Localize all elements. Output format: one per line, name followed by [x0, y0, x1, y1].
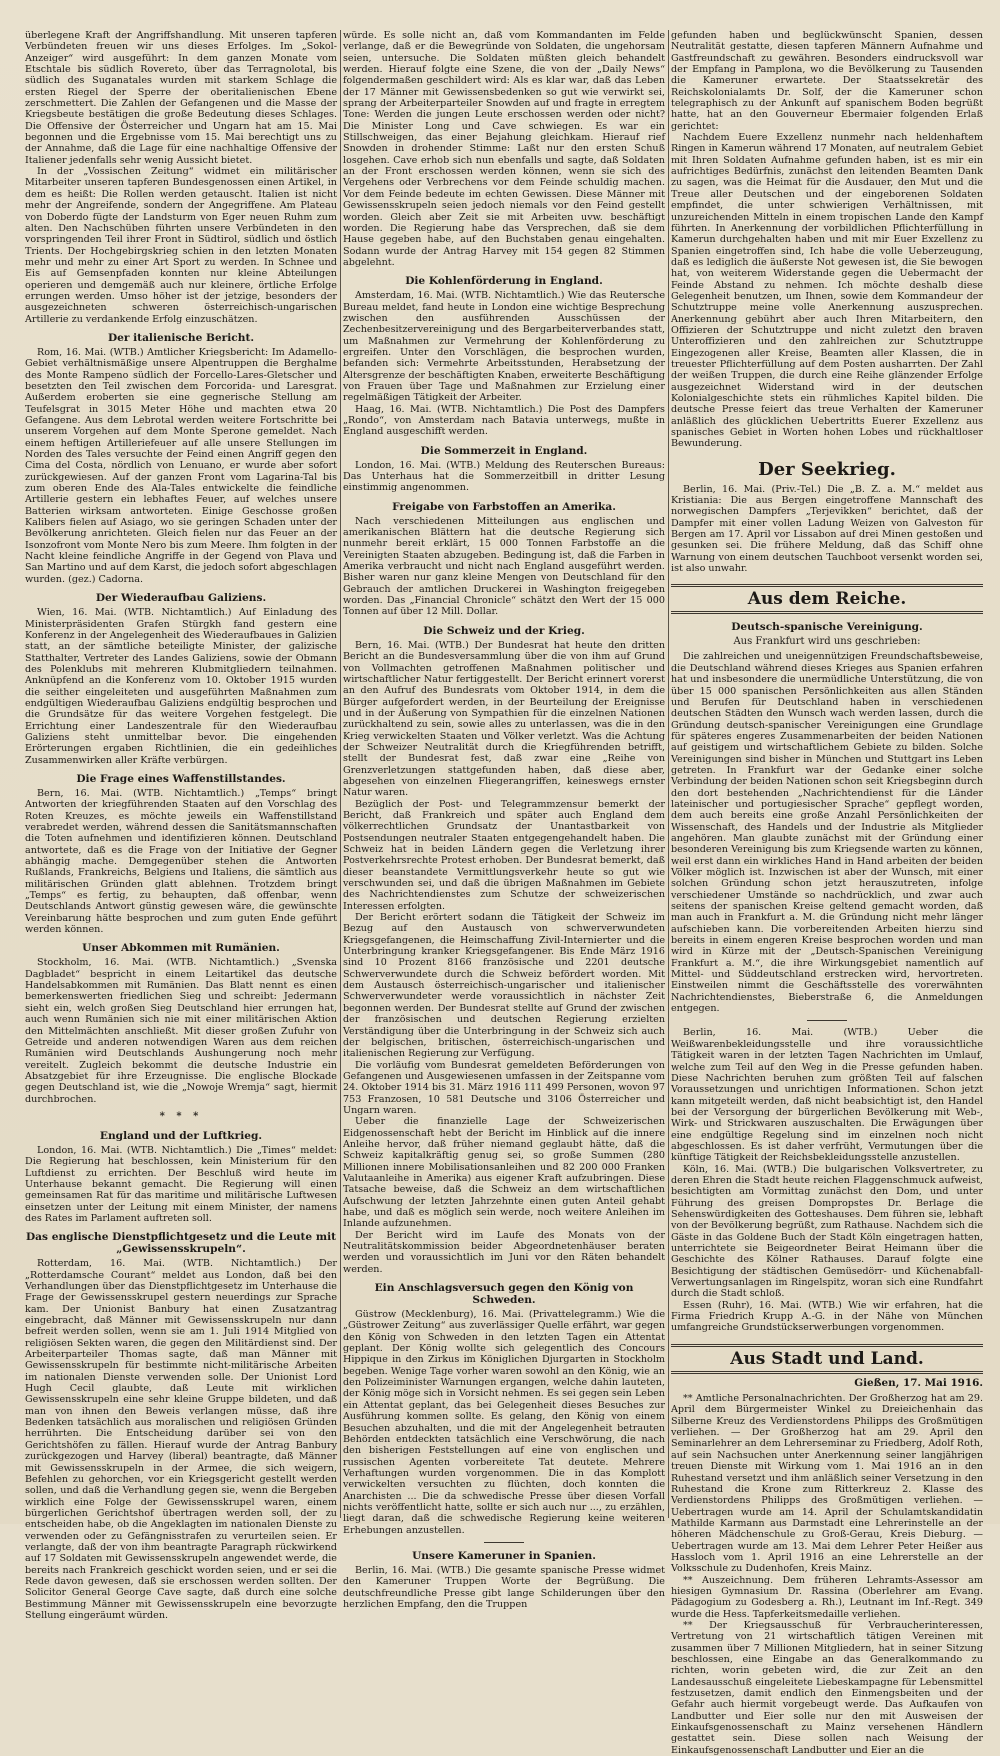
article-text: Köln, 16. Mai. (WTB.) Die bulgarischen Volksvertreter, zu deren Ehren die Stadt heute reichen Flaggenschmuck aufweist, besichtigten am Vormittag zunächst den Dom, und unter Führung des greisen Dompropstes Dr. Berlage die Sehenswürdigkeiten des Gotteshauses. Dem führen sie, lebhaft von der Bevölkerung begrüßt, zum Rathause. Nachdem sich die Gäste in das Goldene Buch der Stadt Köln eingetragen hatten, unterrichtete sie Beigeordneter Beirat Heimann über die Geschichte des Kölner Rathauses. Darauf folgte eine Besichtigung der städtischen Gemüsedörr- und Küchenabfall-Verwertungsanlagen im Ringelspitz, woran sich eine Rundfahrt durch die Stadt schloß. [671, 1163, 983, 1300]
article-text: Berlin, 16. Mai. (Priv.-Tel.) Die „B. Z. a. M.“ meldet aus Kristiania: Die aus Bergen eingetroffene Mannschaft des norwegischen Dampfers „Terjevikken“ berichtet, daß der Dampfer mit einer vollen Ladung Weizen von Galveston für Bergen am 17. April vor Lissabon auf drei Minen gestoßen und gesunken sei. Die frühere Meldung, daß das Schiff ohne Warnung von einem deutschen Tauchboot versenkt worden sei, ist also unwahr. [671, 483, 983, 575]
headline: Ein Anschlagsversuch gegen den König von Schweden. [374, 1282, 634, 1307]
column-right [671, 30, 983, 1756]
section-divider [807, 1020, 847, 1021]
article-text: überlegene Kraft der Angriffshandlung. Mit unseren tapferen Verbündeten freuen wir uns dieses Erfolges. Im „Sokol-Anzeiger“ wird ausgeführt: In dem ganzen Monate vom Etschtale bis südlich Rovereto, über das Terragnolotal, bis südlich des Suganatales wurden mit starkem Schlage die ersten Riegel der Sperre der oberitalienischen Ebene zerschmettert. Die Zahlen der Gefangenen und die Masse der Kriegsbeute bestätigen die große Bedeutung dieses Schlages. Die Offensive der Österreicher und Ungarn hat am 15. Mai begonnen und die Ergebnisse vom 15. Mai berechtigt uns zu der Annahme, daß die Lage für eine nachhaltige Offensive der Italiener jedenfalls sehr wenig Aussicht bietet. [25, 30, 337, 166]
subheadline: Aus Frankfurt wird uns geschrieben: [733, 636, 921, 648]
article-text: Amsterdam, 16. Mai. (WTB. Nichtamtlich.) Wie das Reutersche Bureau meldet, fand heute in London eine wichtige Besprechung zwischen den ausführenden Ausschüssen der Zechenbesitzervereinigung und des Bergarbeiterverbandes statt, um Maßnahmen zur Vermehrung der Kohlenförderung zu ergreifen. Unter den Vorschlägen, die besprochen wurden, befanden sich: Vermehrte Arbeitsstunden, Herabsetzung der Altersgrenze der beschäftigten Knaben, erweiterte Beschäftigung von Frauen über Tage und Maßnahmen zur Erzielung einer regelmäßigen Tätigkeit der Arbeiter. [343, 290, 665, 404]
article-text: Stockholm, 16. Mai. (WTB. Nichtamtlich.) „Svenska Dagbladet“ bespricht in einem Leitartikel das deutsche Handelsabkommen mit Rumänien. Das Blatt nennt es einen bemerkenswerten friedlichen Sieg und schreibt: Jedermann sieht ein, welch großen Sieg Deutschland hier errungen hat, auch wenn Rumänien sich nie mit einer militärischen Aktion den Mittelmächten anschließt. Mit dieser großen Zufuhr von Getreide und anderen notwendigen Waren aus dem reichen Rumänien wird Deutschlands Aushungerung noch mehr vereitelt. Zugleich bekommt die deutsche Industrie ein Absatzgebiet für ihre Erzeugnisse. Die englische Blockade gegen Deutschland ist, wie die „Nowoje Wremja“ sagt, hiermit durchbrochen. [25, 957, 337, 1105]
headline: Der Wiederaufbau Galiziens. [95, 592, 267, 605]
article-text: Wien, 16. Mai. (WTB. Nichtamtlich.) Auf Einladung des Ministerpräsidenten Grafen Stürgkh fand gestern eine Konferenz in der Angelegenheit des Wiederaufbaues in Galizien statt, an der sämtliche beteiligte Minister, der galizische Statthalter, Vertreter des Landes Galiziens, sowie der Obmann des Polenklubs mit mehreren Klubmitgliedern teilnahmen. Anknüpfend an die Konferenz vom 10. Oktober 1915 wurden die seither eingeleiteten und ausgeführten Maßnahmen zum endgültigen Wiederaufbau Galiziens endgültig besprochen und die Grundsätze für das weitere Vorgehen festgelegt. Die Errichtung einer Landeszentrale für den Wiederaufbau Galiziens steht unmittelbar bevor. Die eingehenden Erörterungen ergaben Richtlinien, die ein gedeihliches Zusammenwirken aller Kräfte verbürgen. [25, 607, 337, 766]
section-header: Aus Stadt und Land. [671, 1344, 983, 1374]
section-divider: * * * [159, 1110, 203, 1122]
headline: Deutsch-spanische Vereinigung. [731, 621, 923, 634]
headline: Unsere Kameruner in Spanien. [412, 1549, 596, 1562]
dateline: Gießen, 17. Mai 1916. [854, 1376, 983, 1389]
article-text: London, 16. Mai. (WTB. Nichtamtlich.) Die „Times“ meldet: Die Regierung hat beschlossen, kein Ministerium für den Luftdienst zu errichten. Der Beschluß wird heute im Unterhause bekannt gemacht. Die Regierung will einen gemeinsamen Rat für das maritime und militärische Luftwesen einsetzen unter der Leitung mit einem Minister, der namens des Rates im Parlament auftreten soll. [25, 1144, 337, 1224]
article-text: Bern, 16. Mai. (WTB.) Der Bundesrat hat heute den dritten Bericht an die Bundesversammlung über die von ihm auf Grund von Vollmachten getroffenen Maßnahmen politischer und wirtschaftlicher Natur fertiggestellt. Der Bericht erinnert vorerst an den Aufruf des Bundesrats vom Oktober 1914, in dem die Bürger aufgefordert werden, in der Beurteilung der Ereignisse und in der Äußerung von Sympathien für die einzelnen Nationen zurückhaltend zu sein, sowie alles zu unterlassen, was die in den Krieg verwickelten Staaten und Völker verletzt. Was die Achtung der Schweizer Neutralität durch die Kriegführenden betrifft, stellt der Bundesrat fest, daß zwar eine „Reihe von Grenzverletzungen stattgefunden haben, daß diese aber, abgesehen von einzelnen Fliegerangriffen, keineswegs ernster Natur waren. [343, 639, 665, 799]
headline: Die Frage eines Waffenstillstandes. [76, 772, 286, 785]
column-rule [668, 30, 669, 1518]
column-rule [340, 30, 341, 1518]
headline: Die Schweiz und der Krieg. [423, 624, 585, 637]
article-text: Ueber die finanzielle Lage der Schweizerischen Eidgenossenschaft hebt der Bericht im Hinblick auf die innere Anleihe hervor, daß früher niemand geglaubt hätte, daß die Schweiz kapitalkräftig genug sei, so große Summen (280 Millionen innere Mobilisationsanleihen und 82 200 000 Franken Valutaanleihe in Amerika) aus eigener Kraft aufzubringen. Diese Tatsache beweise, daß die Schweiz an dem wirtschaftlichen Aufschwung der letzten Jahrzehnte einen guten Anteil gehabt habe, und daß es möglich sein werde, noch weitere Anleihen im Inlande aufzunehmen. [343, 1116, 665, 1230]
headline: Der italienische Bericht. [107, 331, 255, 344]
article-text: Nach verschiedenen Mitteilungen aus englischen und amerikanischen Blättern hat die deutsche Regierung sich nunmehr bereit erklärt, 15 000 Tonnen Farbstoffe an die Vereinigten Staaten abzugeben. Bedingung ist, daß die Farben in Amerika verbraucht und nicht nach England ausgeführt werden. Bisher waren nur ganz kleine Mengen von Deutschland für den Gebrauch der amtlichen Druckerei in Washington freigegeben worden. Das „Financial Chronicle“ schätzt den Wert der 15 000 Tonnen auf über 12 Mill. Dollar. [343, 515, 665, 618]
article-text: Die zahlreichen und uneigennützigen Freundschaftsbeweise, die Deutschland während dieses Krieges aus Spanien erfahren hat und insbesondere die unermüdliche Unterstützung, die von über 15 000 spanischen Persönlichkeiten aus allen Ständen und Berufen für Deutschland haben in verschiedenen deutschen Städten den Wunsch wach werden lassen, durch die Gründung deutsch-spanischer Vereinigungen eine Grundlage für späteres engeres Zusammenarbeiten der beiden Nationen auf geistigem und wirtschaftlichem Gebiete zu bilden. Solche Vereinigungen sind bisher in München und Stuttgart ins Leben getreten. In Frankfurt war der Gedanke einer solche Verbindung der beiden Nationen schon seit Kriegsbeginn durch den dort bestehenden „Nachrichtendienst für die Länder lateinischer und portugiesischer Sprache“ gepflegt worden, dem auch bereits eine große Anzahl Persönlichkeiten der Wissenschaft, des Handels und der Industrie als Mitglieder angehören. Man glaubte zunächst mit der Gründung einer besonderen Vereinigung bis zum Kriegsende warten zu können, weil erst dann ein wirkliches Hand in Hand arbeiten der beiden Völker möglich ist. Inzwischen ist aber der Wunsch, mit einer solchen Gründung schon jetzt herauszutreten, infolge verschiedener Umstände so nachdrücklich, und zwar auch seitens der spanischen Kreise geltend gemacht worden, daß man auch in Frankfurt a. M. die Gründung nicht mehr länger aufschieben kann. Die vorbereitenden Arbeiten hierzu sind bereits in einem engeren Kreise besprochen worden und man wird in Kürze mit der „Deutsch-Spanischen Vereinigung Frankfurt a. M.“, die ihre Wirkungsgebiet namentlich auf Mittel- und Süddeutschland erstrecken wird, hervortreten. Einstweilen nimmt die Geschäftsstelle des vorerwähnten Nachrichtendienstes, Bieberstraße 6, die Anmeldungen entgegen. [671, 651, 983, 1015]
headline: Freigabe von Farbstoffen an Amerika. [392, 500, 616, 513]
section-divider [484, 1542, 524, 1543]
article-text: Rotterdam, 16. Mai. (WTB. Nichtamtlich.) Der „Rotterdamsche Courant“ meldet aus London, daß bei den Verhandlungen über das Dienstpflichtgesetz im Unterhause die Frage der Gewissensskrupel gestern neuerdings zur Sprache kam. Der Unionist Banbury hat einen Zusatzantrag eingebracht, daß Männer mit Gewissensskrupeln nur dann befreit werden sollen, wenn sie am 1. Juli 1914 Mitglied von religiösen Sekten waren, die gegen den Militärdienst sind. Der Arbeiterparteiler Thomas sagte, daß man Männer mit Gewissensskrupeln für bestimmte nicht-militärische Arbeiten im nationalen Dienste verwenden solle. Der Unionist Lord Hugh Cecil glaubte, daß Leute mit wirklichen Gewissensskrupeln eine sehr kleine Gruppe bildeten, und daß man von ihnen den Beweis verlangen müsse, daß ihre Bedenken tatsächlich aus moralischen und religiösen Gründen herrührten. Die Entscheidung darüber sei von den Gerichtshöfen zu fällen. Hierauf wurde der Antrag Banbury zurückgezogen und Harvey (liberal) beantragte, daß Männer mit Gewissensskrupeln in der Armee, die sich weigern, Befehlen zu gehorchen, vor ein Kriegsgericht gestellt werden sollen, und daß die Verhandlung gegen sie, wenn die Bergeben wirklich eine Folge der Gewissensskrupel waren, einem bürgerlichen Gerichtshof übertragen werden soll, der zu entscheiden habe, ob die Angeklagten im nationalen Dienste zu verwenden oder zu Gefängnisstrafen zu verurteilen seien. Er verlangte, daß der von ihm beantragte Paragraph rückwirkend auf 17 Soldaten mit Gewissensskrupeln angewendet werde, die bereits nach Frankreich geschickt worden seien, und er sei die Rede davon gewesen, daß sie erschossen werden sollten. Der Solicitor General George Cave sagte, daß durch eine solche Bestimmung Männer mit Gewissensskrupeln eine bevorzugte Stellung eingeräumt würden. [25, 1258, 337, 1621]
headline: Die Kohlenförderung in England. [405, 275, 603, 288]
article-text: Berlin, 16. Mai. (WTB.) Die gesamte spanische Presse widmet den Kameruner Truppen Worte der Begrüßung. Die deutschfreundliche Presse gibt lange Schilderungen über den herzlichen Empfang, den die Truppen [343, 1564, 665, 1610]
article-text: London, 16. Mai. (WTB.) Meldung des Reuterschen Bureaus: Das Unterhaus hat die Sommerzeitbill in dritter Lesung einstimmig angenommen. [343, 459, 665, 494]
article-text: Bern, 16. Mai. (WTB. Nichtamtlich.) „Temps“ bringt Antworten der kriegführenden Staaten auf den Vorschlag des Roten Kreuzes, es möchte jeweils ein Waffenstillstand verabredet werden, während dessen die Sanitätsmannschaften die Toten aufnehmen und identifizieren können. Deutschland antwortete, daß es die Frage von der Initiative der Gegner abhängig mache. Demgegenüber stehen die Antworten Rußlands, Frankreichs, Belgiens und Italiens, die sämtlich aus militärischen Gründen glatt ablehnen. Trotzdem bringt „Temps“ es fertig, zu behaupten, daß offenbar, wenn Deutschlands Antwort günstig gewesen wäre, die gewünschte Vereinbarung hätte besprochen und zum guten Ende geführt werden können. [25, 787, 337, 936]
article-text: ** Amtliche Personalnachrichten. Der Großherzog hat am 29. April dem Bürgermeister Winkel zu Dreieichenhain das Silberne Kreuz des Verdienstordens Philipps des Großmütigen verliehen. — Der Großherzog hat am 29. April den Seminarlehrer an dem Lehrerseminar zu Friedberg, Adolf Roth, auf sein Nachsuchen unter Anerkennung seiner langjährigen treuen Dienste mit Wirkung vom 1. Mai 1916 an in den Ruhestand versetzt und ihm anläßlich seiner Versetzung in den Ruhestand die Krone zum Ritterkreuz 2. Klasse des Verdienstordens Philipps des Großmütigen verliehen. — Uebertragen wurde am 14. April der Schulamtskandidatin Mathilde Karmann aus Darmstadt eine Lehrerinstelle an der höheren Mädchenschule zu Groß-Gerau, Kreis Dieburg. — Uebertragen wurde am 13. Mai dem Lehrer Peter Heißer aus Hassloch vom 1. April 1916 an eine Lehrerstelle an der Volksschule zu Dudenhofen, Kreis Mainz. [671, 1393, 983, 1575]
article-text: Der Bericht wird im Laufe des Monats von der Neutralitätskommission beider Abgeordnetenhäuser beraten werden und voraussichtlich im Juni vor den Räten behandelt werden. [343, 1229, 665, 1275]
article-text: Nachdem Euere Exzellenz nunmehr nach heldenhaftem Ringen in Kamerun während 17 Monaten, auf neutralem Gebiet mit Ihren Soldaten Aufnahme gefunden haben, ist es mir ein aufrichtiges Bedürfnis, zunächst den leitenden Beamten Dank zu sagen, was die Heimat für die Ausdauer, den Mut und die Treue aller Deutschen und der eingeborenen Soldaten empfindet, die unter schwierigen Verhältnissen, mit unzureichenden Mitteln in einem tropischen Lande den Kampf führten. In Anerkennung der vorbildlichen Pflichterfüllung in Kamerun durchgehalten haben und mit mir Euer Exzellenz zu Spanien eingetroffen sind, Ich habe die volle Ueberzeugung, daß es lediglich die äußerste Not gewesen ist, die Sie bewogen hat, von weiterem Widerstande gegen die Uebermacht der Feinde Abstand zu nehmen. Ich möchte deshalb diese Gelegenheit benutzen, um Ihnen, sowie dem Kommandeur der Schutztruppe meine volle Anerkennung auszusprechen. Anerkennung gebührt aber auch Ihren Mitarbeitern, den Offizieren der Schutztruppe und nicht zuletzt den braven Unteroffizieren und den zahlreichen zur Schutztruppe Eingezogenen aller Kreise, Beamten aller Klassen, die in treuester Pflichterfüllung auf dem Posten ausharrten. Der Zahl der weißen Truppen, die durch eine Reihe glänzender Erfolge ausgezeichnet Widerstand wird in der deutschen Kolonialgeschichte stets ein rühmliches Kapitel bilden. Die deutsche Presse feiert das treue Verhalten der Kameruner anläßlich des glücklichen Uebertritts Euerer Exzellenz aus spanisches Gebiet in Worten hohen Lobes und rückhaltloser Bewunderung. [671, 132, 983, 450]
article-text: Rom, 16. Mai. (WTB.) Amtlicher Kriegsbericht: Im Adamello-Gebiet verhältnismäßige unsere Alpentruppen die Berghalme des Monte Rampeno südlich der Forcello-Lares-Gletscher und besetzten den Teil zwischen dem Forcorida- und Laresgrat. Außerdem eroberten sie eine gegnerische Stellung am Teufelsgrat in 3015 Meter Höhe und machten etwa 20 Gefangene. Aus dem Lebrotal werden weitere Fortschritte bei unserem Vorgehen auf dem Monte Sperone gemeldet. Nach einem heftigen Artilleriefeuer auf alle unsere Stellungen im Norden des Tales versuchte der Feind einen Angriff gegen den Cima del Costa, nördlich von Lenuano, er wurde aber sofort zurückgewiesen. Auf der ganzen Front vom Lagarina-Tal bis zum oberen Ende des Ala-Tales entwickelte die feindliche Artillerie gestern ein lebhaftes Feuer, auf welches unsere Batterien wirksam antworteten. Einige Geschosse großen Kalibers fielen auf Asiago, wo sie geringen Schaden unter der Bevölkerung anrichteten. Gleich fielen nur das Feuer an der Isonzofront vom Monte Nero bis zum Meere. Ihm folgten in der Nacht kleine feindliche Angriffe in der Gegend von Plava und San Martino und auf dem Karst, die jedoch sofort abgeschlagen wurden. (gez.) Cadorna. [25, 346, 337, 585]
headline: Die Sommerzeit in England. [420, 444, 588, 457]
article-text: Haag, 16. Mai. (WTB. Nichtamtlich.) Die Post des Dampfers „Rondo“, von Amsterdam nach Batavia unterwegs, mußte in England ausgeschifft werden. [343, 403, 665, 438]
article-text: Güstrow (Mecklenburg), 16. Mai. (Privattelegramm.) Wie die „Güstrower Zeitung“ aus zuverlässiger Quelle erfährt, war gegen den König von Schweden in den letzten Tagen ein Attentat geplant. Der König wollte sich gelegentlich des Concours Hippique in den Zirkus im Königlichen Djurgarten in Stockholm begeben. Wenige Tage vorher waren sowohl an den König, wie an den Polizeiminister Warnungen ergangen, welche dahin lauteten, der König möge sich in Vorsicht nehmen. Es sei gegen sein Leben ein Attentat geplant, das bei Gelegenheit dieses Besuches zur Ausführung kommen sollte. Es gelang, den König von einem Besuchen abzuhalten, und die mit der Angelegenheit betrauten Behörden entdeckten tatsächlich eine Verschwörung, die nach den bisherigen Feststellungen auf eine von englischen und russischen Agenten vorbereitete Tat deutete. Mehrere Verhaftungen wurden vorgenommen. Die in das Komplott verwickelten versuchten zu flüchten, doch konnten die Anarchisten ... Die da schwedische Presse über diesen Vorfall nichts veröffentlicht hatte, sollte er sich auch nur ..., zu erzählen, liegt daran, daß die schwedische Regierung keine weiteren Erhebungen anzustellen. [343, 1309, 665, 1536]
headline: Das englische Dienstpflichtgesetz und die Leute mit „Gewissensskrupeln“. [26, 1231, 336, 1256]
column-left [25, 30, 337, 1621]
article-text: würde. Es solle nicht an, daß vom Kommandanten im Felde verlange, daß er die Bewegründe von Soldaten, die ungehorsam seien, untersuche. Die Soldaten müßten gleich behandelt werden. Hierauf folgte eine Szene, die von der „Daily News“ folgendermaßen geschildert wird: Als es klar war, daß das Leben der 17 Männer mit Gewissensbedenken so gut wie verwirkt sei, sprang der Arbeiterparteiler Snowden auf und fragte in erregtem Tone: Werden die jungen Leute erschossen werden oder nicht? Die Minister Long und Cave schwiegen. Es war ein Stillschweigen, das einer Bejahung gleichkam. Hierauf rief Snowden in drohender Stimme: Laßt nur den ersten Schuß losgehen. Cave erhob sich nun ebenfalls und sagte, daß Soldaten an der Front erschossen werden können, wenn sie sich des Vergehens oder Verbrechens vor dem Feinde schuldig machen. Vor dem Feinde bedeute im echten Gewissen. Diese Männer mit Gewissensskrupeln seien jedoch niemals vor den Feind gestellt worden. Gleich aber Zeit sie mit Arbeiten uvw. beschäftigt worden. Die Regierung habe das Versprechen, daß sie dem Hause gegeben habe, auf den Buchstaben genau eingehalten. Sodann wurde der Antrag Harvey mit 154 gegen 82 Stimmen abgelehnt. [343, 30, 665, 268]
article-text: In der „Vossischen Zeitung“ widmet ein militärischer Mitarbeiter unseren tapferen Bundesgenossen einen Artikel, in dem es heißt: Die Rollen werden getauscht. Italien ist nicht mehr der Angreifende, sondern der Angegriffene. Am Plateau von Doberdo fügte der Landsturm von Eger neuen Ruhm zum alten. Den Nachschüben führten unsere Verbündeten in den vorspringenden Teil ihrer Front in Südtirol, südlich und östlich Trients. Der Hochgebirgskrieg schien in den letzten Monaten mehr und mehr zu einer Art Sport zu werden. In Schnee und Eis auf Gemsenpfaden konnten nur kleine Abteilungen operieren und demgemäß auch nur kleinere, örtliche Erfolge errungen werden. Umso höher ist der jetzige, besonders der ausgezeichneten schweren österreichisch-ungarischen Artillerie zu verdankende Erfolg einzuschätzen. [25, 166, 337, 325]
section-headline: Der Seekrieg. [758, 458, 896, 480]
article-text: gefunden haben und beglückwünscht Spanien, dessen Neutralität gestatte, diesen tapferen Männern Aufnahme und Gastfreundschaft zu gewähren. Besonders eindrucksvoll war der Empfang in Pamplona, wo die Bevölkerung zu Tausenden die Kameruner erwartete. Der Staatssekretär des Reichskolonialamts Dr. Solf, der die Kameruner schon telegraphisch zu der Ankunft auf spanischem Boden begrüßt hatte, hat an den Gouverneur Ebermaier folgenden Erlaß gerichtet: [671, 30, 983, 132]
article-text: Essen (Ruhr), 16. Mai. (WTB.) Wie wir erfahren, hat die Firma Friedrich Krupp A.-G. in der Nähe von München umfangreiche Grundstückserwerbungen vorgenommen. [671, 1299, 983, 1334]
article-text: Der Bericht erörtert sodann die Tätigkeit der Schweiz im Bezug auf den Austausch von schwerverwundeten Kriegsgefangenen, die Heimschaffung Zivil-Internierter und die Unterbringung kranker Kriegsgefangener. Bis Ende März 1916 sind 10 Prozent 8166 französische und 2201 deutsche Schwerverwundete durch die Schweiz befördert worden. Mit dem Austausch österreichisch-ungarischer und italienischer Schwerverwundeter werde voraussichtlich in nächster Zeit begonnen werden. Der Bundesrat stellte auf Grund der zwischen der französischen und deutschen Regierung erzielten Verständigung über die Unterbringung in der Schweiz sich auch der belgischen, britischen, österreichisch-ungarischen und italienischen Regierung zur Verfügung. [343, 912, 665, 1060]
article-text: Berlin, 16. Mai. (WTB.) Ueber die Weißwarenbekleidungsstelle und ihre voraussichtliche Tätigkeit waren in der letzten Tagen Nachrichten im Umlauf, welche zum Teil auf den Weg in die Presse gefunden haben. Diese Nachrichten beruhen zum größten Teil auf falschen Voraussetzungen und unrichtigen Informationen. Schon jetzt kann mitgeteilt werden, daß nicht beabsichtigt ist, den Handel bei der Versorgung der bürgerlichen Bevölkerung mit Web-, Wirk- und Strickwaren auszuschalten. Die Erwägungen über eine endgültige Regelung sind im einzelnen noch nicht abgeschlossen. Es ist daher verfrüht, Vermutungen über die künftige Tätigkeit der Reichsbekleidungsstelle anzustellen. [671, 1027, 983, 1164]
headline: Unser Abkommen mit Rumänien. [82, 942, 280, 955]
column-middle [343, 30, 665, 1610]
article-text: Bezüglich der Post- und Telegrammzensur bemerkt der Bericht, daß Frankreich und später auch England dem völkerrechtlichen Grundsatz der Unantastbarkeit von Postsendungen neutraler Staaten entgegengehandelt haben. Die Schweiz hat in beiden Ländern gegen die Verletzung ihrer Postverkehrsrechte Protest erhoben. Der Bundesrat bemerkt, daß dieser beanstandete Vermittlungsverkehr heute so gut wie verschwunden sei, und daß die übrigen Maßnahmen im Gebiete des Nachrichtendienstes zum Schutze der schweizerischen Interessen erfolgten. [343, 798, 665, 912]
article-text: ** Auszeichnung. Dem früheren Lehramts-Assessor am hiesigen Gymnasium Dr. Rassina (Oberlehrer am Evang. Pädagogium zu Godesberg a. Rh.), Leutnant im Inf.-Regt. 349 wurde die Hess. Tapferkeitsmedaille verliehen. [671, 1574, 983, 1620]
section-header: Aus dem Reiche. [671, 584, 983, 614]
article-text: ** Der Kriegsausschuß für Verbraucherinteressen, Vertretung von 21 wirtschaftlich tätigen Vereinen mit zusammen über 7 Millionen Mitgliedern, hat in seiner Sitzung beschlossen, eine Eingabe an das Generalkommando zu richten, worin gebeten wird, die zur Zeit an den Landesausschuß eingeleitete Liebeskampagne für Lebensmittel festzusetzen, damit endlich den Einmengsbeiten und der Gefahr auch hiermit vorgebeugt werde. Das Aufkaufen von Landbutter und Eier solle nur den mit Ausweisen der Einkaufsgenossenschaft zu Mainz versehenen Händlern gestattet sein. Diese sollen nach Weisung der Einkaufsgenossenschaft Landbutter und Eier an die [671, 1619, 983, 1756]
headline: England und der Luftkrieg. [99, 1129, 263, 1142]
article-text: Die vorläufig vom Bundesrat gemeldeten Beförderungen von Gefangenen und Ausgewiesenen umfassen in der Zeitspanne vom 24. Oktober 1914 bis 31. März 1916 111 499 Personen, wovon 97 753 Franzosen, 10 581 Deutsche und 3106 Österreicher und Ungarn waren. [343, 1059, 665, 1116]
